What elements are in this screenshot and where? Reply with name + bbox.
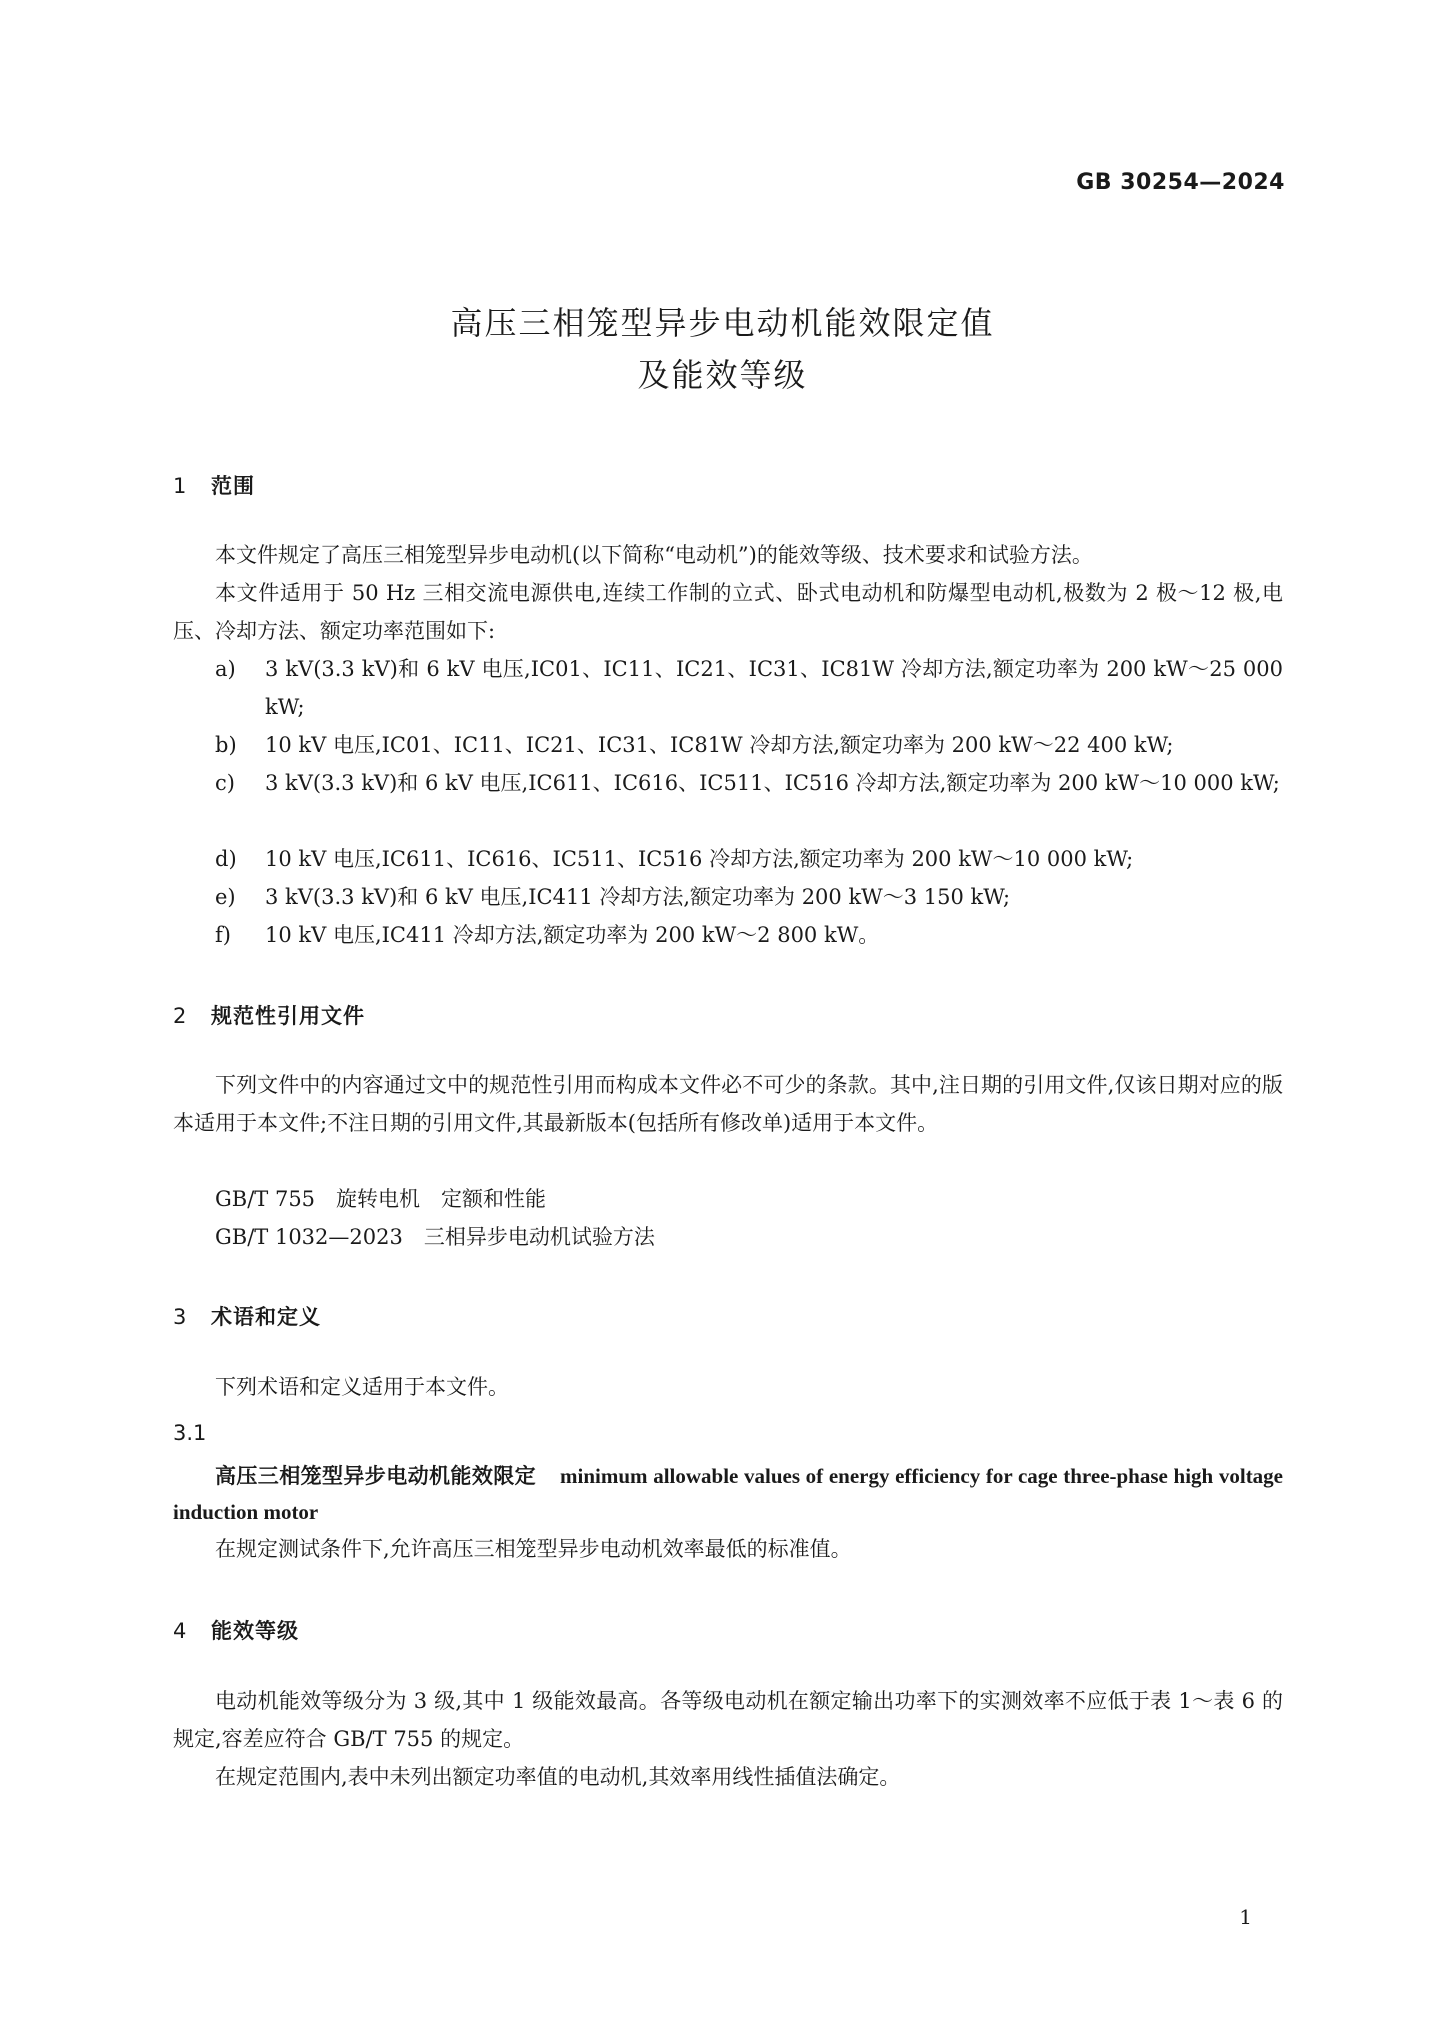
section-3-paragraph-1: 下列术语和定义适用于本文件。 <box>215 1375 509 1399</box>
list-item-text: 3 kV(3.3 kV)和 6 kV 电压,IC01、IC11、IC21、IC31、IC81W 冷却方法,额定功率为 200 kW～25 000 kW; <box>265 657 1283 719</box>
section-title: 范围 <box>211 474 255 498</box>
section-title: 规范性引用文件 <box>211 1004 365 1028</box>
term-number: 3.1 <box>173 1421 207 1445</box>
section-3-heading <box>173 1301 321 1331</box>
term-chinese: 高压三相笼型异步电动机能效限定 <box>215 1464 537 1488</box>
term-definition: 在规定测试条件下,允许高压三相笼型异步电动机效率最低的标准值。 <box>215 1537 852 1561</box>
section-4-paragraph-1: 电动机能效等级分为 3 级,其中 1 级能效最高。各等级电动机在额定输出功率下的实测效率不应低于表 1～表 6 的规定,容差应符合 GB/T 755 的规定。 <box>173 1689 1283 1751</box>
list-item-text: 10 kV 电压,IC411 冷却方法,额定功率为 200 kW～2 800 kW。 <box>265 923 880 947</box>
section-4-paragraph-2: 在规定范围内,表中未列出额定功率值的电动机,其效率用线性插值法确定。 <box>215 1765 901 1789</box>
list-item <box>215 650 1283 726</box>
list-item <box>215 764 1283 802</box>
section-number: 4 <box>173 1619 188 1643</box>
normative-reference: GB/T 755 旋转电机 定额和性能 <box>215 1187 547 1211</box>
list-item-label: b) <box>215 733 237 757</box>
standard-code: GB 30254—2024 <box>1076 170 1285 195</box>
page-number: 1 <box>1239 1905 1252 1929</box>
term-english: minimum allowable values of energy efficiency for cage three-phase high voltage induction motor <box>173 1464 1284 1524</box>
section-number: 1 <box>173 474 188 498</box>
section-1-paragraph-2: 本文件适用于 50 Hz 三相交流电源供电,连续工作制的立式、卧式电动机和防爆型电动机,极数为 2 极～12 极,电压、冷却方法、额定功率范围如下: <box>173 581 1283 643</box>
section-2-paragraph-1: 下列文件中的内容通过文中的规范性引用而构成本文件必不可少的条款。其中,注日期的引用文件,仅该日期对应的版本适用于本文件;不注日期的引用文件,其最新版本(包括所有修改单)适用于本文件。 <box>173 1073 1283 1135</box>
section-title: 术语和定义 <box>211 1305 321 1329</box>
list-item-label: f) <box>215 923 231 947</box>
term-entry <box>173 1458 1283 1530</box>
list-item-label: c) <box>215 771 235 795</box>
list-item-label: e) <box>215 885 236 909</box>
list-item-text: 3 kV(3.3 kV)和 6 kV 电压,IC411 冷却方法,额定功率为 200 kW～3 150 kW; <box>265 885 1011 909</box>
section-title: 能效等级 <box>211 1619 299 1643</box>
list-item-label: a) <box>215 657 236 681</box>
section-2-heading <box>173 1000 365 1030</box>
list-item <box>215 878 1283 916</box>
section-1-paragraph-1: 本文件规定了高压三相笼型异步电动机(以下简称“电动机”)的能效等级、技术要求和试验方法。 <box>215 543 1093 567</box>
normative-reference: GB/T 1032—2023 三相异步电动机试验方法 <box>215 1225 655 1249</box>
list-item-label: d) <box>215 847 237 871</box>
section-1-heading <box>173 470 255 500</box>
section-number: 2 <box>173 1004 188 1028</box>
document-title-line-2: 及能效等级 <box>637 356 808 394</box>
list-item <box>215 916 1283 954</box>
section-number: 3 <box>173 1305 188 1329</box>
list-item <box>215 840 1283 878</box>
list-item-text: 10 kV 电压,IC611、IC616、IC511、IC516 冷却方法,额定功率为 200 kW～10 000 kW; <box>265 847 1134 871</box>
list-item <box>215 726 1283 764</box>
document-title-line-1: 高压三相笼型异步电动机能效限定值 <box>450 304 995 342</box>
list-item-text: 3 kV(3.3 kV)和 6 kV 电压,IC611、IC616、IC511、IC516 冷却方法,额定功率为 200 kW～10 000 kW; <box>265 771 1280 795</box>
section-4-heading <box>173 1615 299 1645</box>
list-item-text: 10 kV 电压,IC01、IC11、IC21、IC31、IC81W 冷却方法,额定功率为 200 kW～22 400 kW; <box>265 733 1174 757</box>
